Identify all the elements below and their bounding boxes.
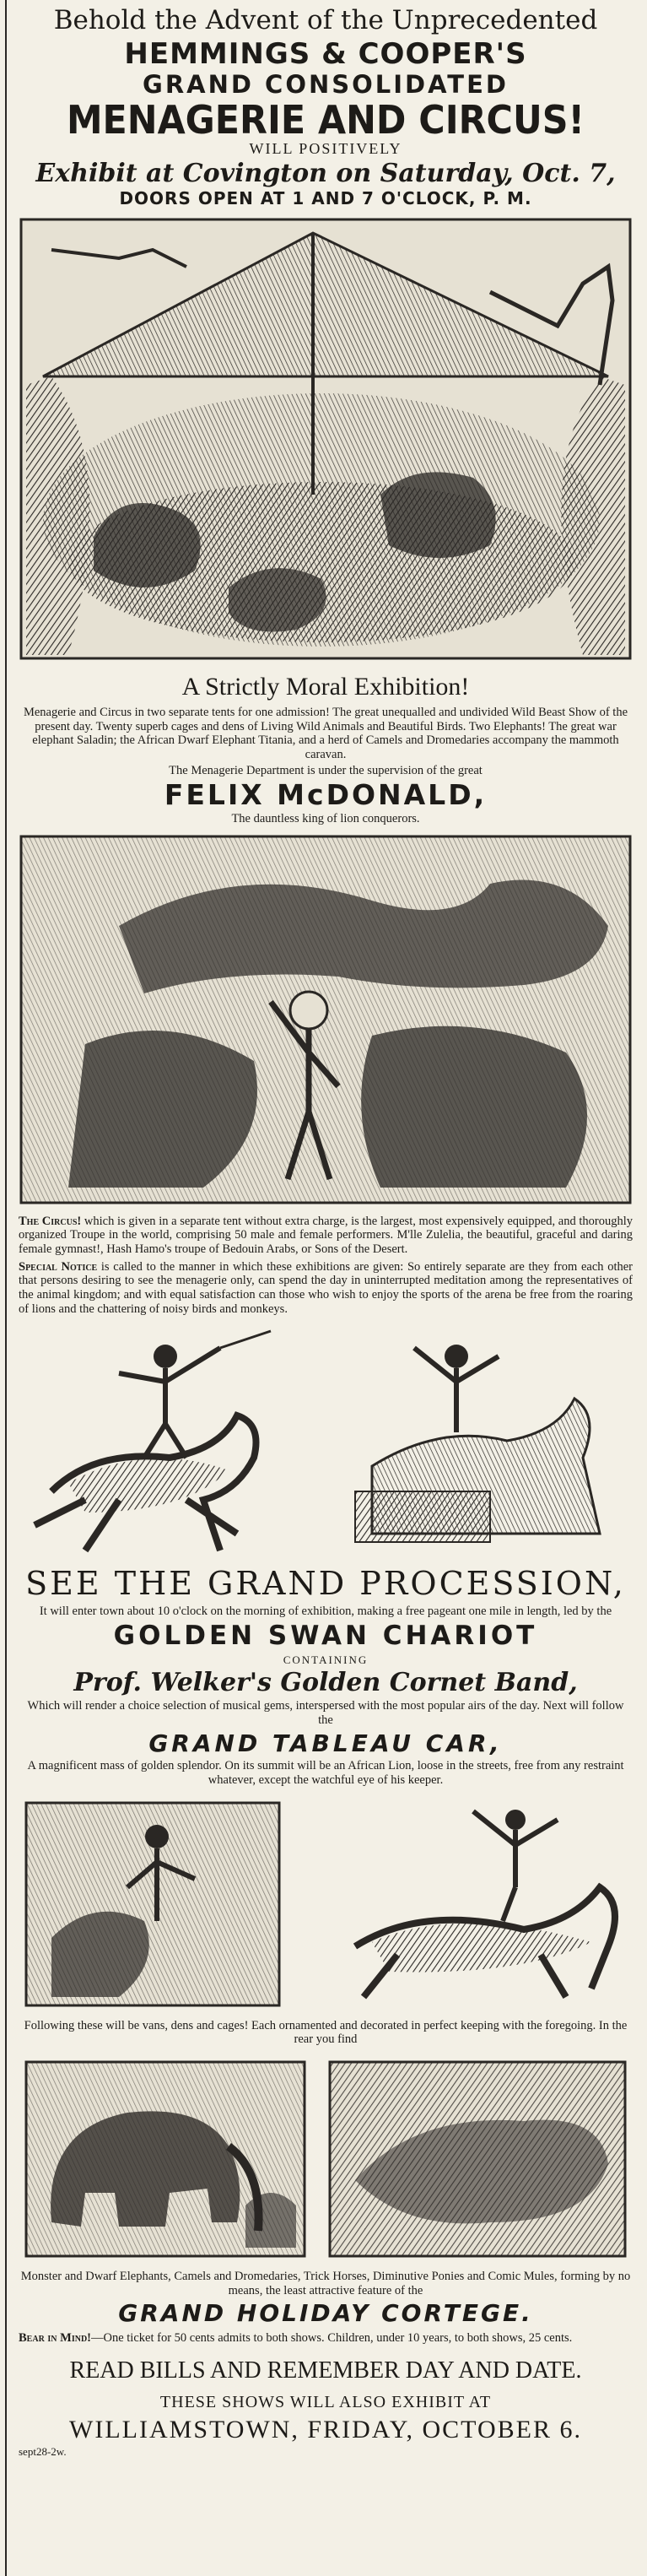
containing-label: CONTAINING — [283, 1653, 369, 1667]
circus-lead: The Circus! — [19, 1214, 82, 1228]
also-exhibit: THESE SHOWS WILL ALSO EXHIBIT AT — [159, 2392, 492, 2411]
advertisement — [13, 0, 638, 2458]
notice-paragraph — [19, 1260, 633, 1317]
felix-subtitle: The dauntless king of lion conquerors. — [231, 811, 420, 825]
bear-paragraph — [19, 2331, 633, 2346]
felix-mcdonald: FELIX McDONALD, — [164, 778, 488, 812]
supervision-text: The Menagerie Department is under the supervision of the great — [169, 763, 483, 777]
band-text: Which will render a choice selection of musical gems, interspersed with the most popular airs of the day. Next will follow the — [27, 1699, 624, 1728]
following-text: Following these will be vans, dens and cages! Each ornamented and decorated in perfect keeping with the foregoing. In the rear you find — [24, 2018, 628, 2047]
bear-text: —One ticket for 50 cents admits to both shows. Children, under 10 years, to both shows, 25 cents. — [91, 2330, 573, 2345]
cornet-band: Prof. Welker's Golden Cornet Band, — [73, 1667, 578, 1697]
header-title: MENAGERIE AND CIRCUS! — [66, 96, 585, 143]
elephant-tiger-woodcuts — [18, 2054, 634, 2265]
tableau-text: A magnificent mass of golden splendor. On its summit will be an African Lion, loose in the streets, free from any restraint whatever, except the watchful eye of his keeper. — [27, 1759, 624, 1787]
holiday-cortege: GRAND HOLIDAY CORTEGE. — [118, 2299, 533, 2328]
header-positively: WILL POSITIVELY — [249, 139, 402, 157]
moral-text: Menagerie and Circus in two separate tents for one admission! The great unequalled and undivided Wild Beast Show of the present day. Twenty superb cages and dens of Living Wild Animals and Beautiful Birds. Two Elephants! The great war elephant Saladin; the African Dwarf Elephant Titania, and a herd of Camels and Dromedaries accompany the mammoth caravan. — [23, 705, 628, 761]
insertion-code: sept28-2w. — [19, 2445, 67, 2459]
lion-tamer-woodcut — [18, 833, 634, 1206]
header-exhibit: Exhibit at Covington on Saturday, Oct. 7, — [35, 158, 616, 188]
header-grand: GRAND CONSOLIDATED — [143, 70, 509, 100]
equestrian-woodcuts — [18, 1323, 634, 1564]
header-line1: Behold the Advent of the Unprecedented — [53, 5, 598, 35]
circus-paragraph — [19, 1215, 633, 1257]
procession-text: It will enter town about 10 o'clock on the morning of exhibition, making a free pageant one mile in length, led by the — [39, 1605, 612, 1619]
read-bills: READ BILLS AND REMEMBER DAY AND DATE. — [69, 2357, 582, 2384]
tableau-car: GRAND TABLEAU CAR, — [148, 1729, 503, 1757]
tent-menagerie-woodcut — [18, 216, 634, 662]
column-rule — [5, 0, 7, 2576]
notice-lead: Special Notice — [19, 1259, 98, 1274]
moral-heading: A Strictly Moral Exhibition! — [181, 673, 470, 701]
monster-text: Monster and Dwarf Elephants, Camels and Dromedaries, Trick Horses, Diminutive Ponies and Comic Mules, forming by no means, the least attractive feature of the — [20, 2269, 631, 2297]
header-company: HEMMINGS & COOPER'S — [124, 36, 527, 71]
notice-text: is called to the manner in which these exhibitions are given: So entirely separate are they from each other that persons desiring to see the menagerie only, can spend the day in uninterrupted meditation among the representatives of the animal kingdom; and with equal satisfaction can those who wish to enjoy the sports of the arena be free from the roaring of lions and the chattering of noisy birds and monkeys. — [19, 1259, 633, 1316]
golden-swan-chariot: GOLDEN SWAN CHARIOT — [113, 1620, 538, 1651]
williamstown: WILLIAMSTOWN, FRIDAY, OCTOBER 6. — [69, 2415, 582, 2443]
circus-text: which is given in a separate tent without extra charge, is the largest, most expensively equipped, and thoroughly organized Troupe in the world, comprising 50 male and female performers. M'lle Zulelia, the beautiful, graceful and daring female gymnast!, Hash Hamo's troupe of Bedouin Arabs, or Sons of the Desert. — [19, 1214, 633, 1256]
procession-heading: SEE THE GRAND PROCESSION, — [25, 1565, 626, 1603]
bear-lead: Bear in Mind! — [19, 2330, 91, 2345]
rider-woodcuts — [18, 1794, 634, 2014]
header-doors: DOORS OPEN AT 1 AND 7 O'CLOCK, P. M. — [119, 188, 532, 209]
